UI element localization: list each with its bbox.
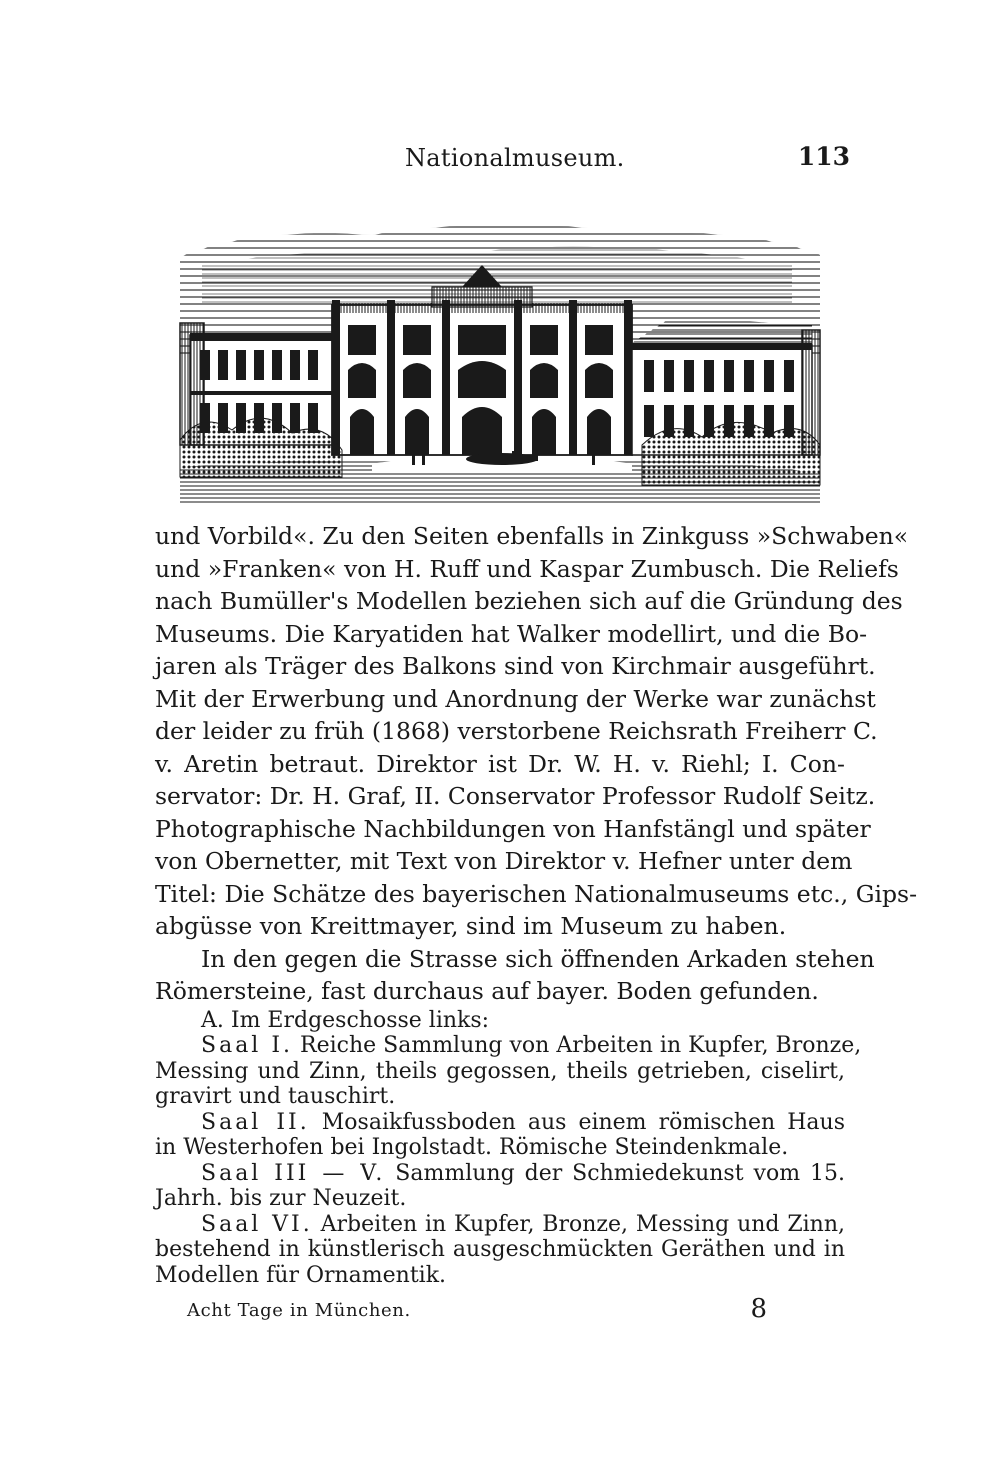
room-label: Saal VI. <box>201 1211 313 1237</box>
text-line: Titel: Die Schätze des bayerischen Nationalmuseums etc., Gips- <box>155 879 918 908</box>
room-listing <box>155 1007 862 1289</box>
room-line: Modellen für Ornamentik. <box>155 1262 447 1288</box>
text-line: In den gegen die Strasse sich öffnenden Arkaden stehen <box>201 944 875 973</box>
text-line: von Obernetter, mit Text von Direktor v. Hefner unter dem <box>155 847 853 875</box>
text-line: v. Aretin betraut. Direktor ist Dr. W. H. v. Riehl; I. Con- <box>155 749 845 778</box>
room-line: in Westerhofen bei Ingolstadt. Römische Steindenkmale. <box>155 1135 789 1160</box>
page-footer <box>187 1294 767 1330</box>
room-text: Reiche Sammlung von Arbeiten in Kupfer, Bronze, <box>293 1033 862 1058</box>
text-line: nach Bumüller's Modellen beziehen sich auf die Gründung des <box>155 587 903 615</box>
room-line <box>155 1212 845 1238</box>
room-label: Saal II. <box>201 1109 310 1135</box>
museum-engraving-illustration <box>172 205 824 513</box>
sheet-number: 8 <box>750 1294 767 1324</box>
room-label: Saal I. <box>201 1033 294 1058</box>
room-line <box>155 1033 862 1059</box>
text-line: Photographische Nachbildungen von Hanfstängl und später <box>155 814 871 843</box>
text-line: servator: Dr. H. Graf, II. Conservator Professor Rudolf Seitz. <box>155 782 876 810</box>
room-text: Sammlung der Schmiedekunst vom 15. <box>385 1160 845 1186</box>
running-title: Nationalmuseum. <box>405 144 625 172</box>
room-line <box>155 1161 845 1187</box>
text-line: und Vorbild«. Zu den Seiten ebenfalls in Zinkguss »Schwaben« <box>155 522 909 550</box>
paragraph-2 <box>155 943 875 1008</box>
room-label: Saal III — V. <box>201 1160 386 1186</box>
room-line: Jahrh. bis zur Neuzeit. <box>155 1186 407 1211</box>
text-line: und »Franken« von H. Ruff und Kaspar Zumbusch. Die Reliefs <box>155 554 899 583</box>
room-text: Mosaikfussboden aus einem römischen Haus <box>309 1109 845 1135</box>
paragraph-1 <box>155 520 918 943</box>
text-line: abgüsse von Kreittmayer, sind im Museum zu haben. <box>155 912 787 940</box>
page-header <box>150 140 850 180</box>
signature-line: Acht Tage in München. <box>187 1300 411 1321</box>
text-line: Mit der Erwerbung und Anordnung der Werke war zunächst <box>155 684 876 713</box>
room-line: gravirt und tauschirt. <box>155 1084 396 1109</box>
room-line <box>155 1110 845 1136</box>
room-line: Messing und Zinn, theils gegossen, theils getrieben, ciselirt, <box>155 1058 845 1084</box>
room-line: bestehend in künstlerisch ausgeschmückten Geräthen und in <box>155 1237 845 1262</box>
text-line: Museums. Die Karyatiden hat Walker modellirt, und die Bo- <box>155 619 868 648</box>
text-line: der leider zu früh (1868) verstorbene Reichsrath Freiherr C. <box>155 717 878 745</box>
room-text: Arbeiten in Kupfer, Bronze, Messing und Zinn, <box>312 1211 845 1237</box>
text-line: jaren als Träger des Balkons sind von Kirchmair ausgeführt. <box>155 652 876 680</box>
body-text <box>155 520 918 1288</box>
text-line: Römersteine, fast durchaus auf bayer. Boden gefunden. <box>155 977 819 1005</box>
page-number: 113 <box>797 142 850 171</box>
section-heading: A. Im Erdgeschosse links: <box>201 1007 490 1033</box>
